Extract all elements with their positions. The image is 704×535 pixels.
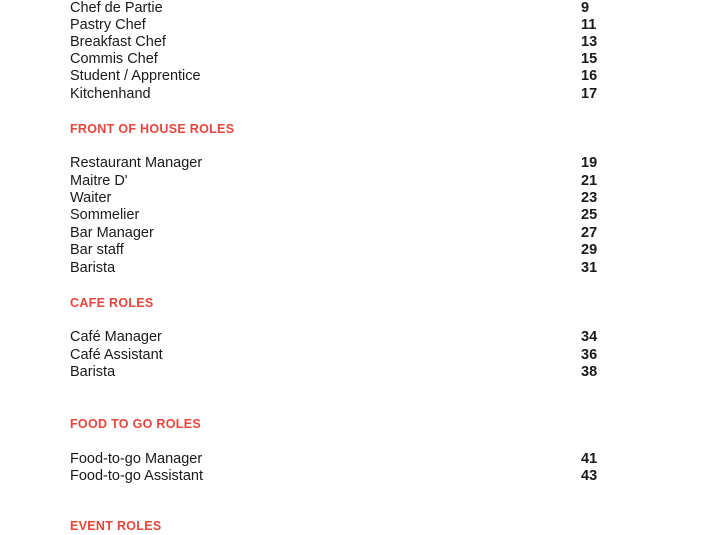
toc-row[interactable] <box>70 207 600 224</box>
toc-row[interactable] <box>70 34 600 51</box>
toc-row-label: Waiter <box>70 190 112 206</box>
toc-row[interactable] <box>70 155 600 172</box>
toc-row-label: Chef de Partie <box>70 0 163 16</box>
section-heading-food-to-go: FOOD TO GO ROLES <box>70 417 201 431</box>
toc-row-label: Café Assistant <box>70 347 163 363</box>
section-heading-cafe: CAFE ROLES <box>70 296 154 310</box>
toc-row-page: 15 <box>581 51 598 67</box>
toc-row-label: Café Manager <box>70 329 162 345</box>
toc-row-page: 41 <box>581 451 598 467</box>
toc-row-page: 19 <box>581 155 598 171</box>
toc-row-page: 27 <box>581 225 598 241</box>
toc-row-page: 9 <box>581 0 590 16</box>
toc-row-page: 38 <box>581 364 598 380</box>
toc-row-label: Student / Apprentice <box>70 68 201 84</box>
toc-row-label: Breakfast Chef <box>70 34 166 50</box>
toc-row[interactable] <box>70 68 600 85</box>
toc-row-label: Restaurant Manager <box>70 155 203 171</box>
toc-row-label: Kitchenhand <box>70 86 151 102</box>
section-heading-event: EVENT ROLES <box>70 519 162 533</box>
toc-row-page: 34 <box>581 329 598 345</box>
toc-row[interactable] <box>70 190 600 207</box>
toc-row-label: Sommelier <box>70 207 140 223</box>
toc-row-label: Pastry Chef <box>70 17 146 33</box>
toc-row-label: Food-to-go Assistant <box>70 468 203 484</box>
toc-row-page: 36 <box>581 347 598 363</box>
toc-row-page: 13 <box>581 34 598 50</box>
toc-row-label: Maitre D' <box>70 173 128 189</box>
toc-row-label: Bar staff <box>70 242 124 258</box>
toc-row[interactable] <box>70 242 600 259</box>
toc-row-page: 43 <box>581 468 598 484</box>
toc-row[interactable] <box>70 364 600 381</box>
section-heading-front-of-house: FRONT OF HOUSE ROLES <box>70 122 235 136</box>
toc-row-page: 31 <box>581 260 598 276</box>
toc-row-label: Food-to-go Manager <box>70 451 203 467</box>
toc-row[interactable] <box>70 260 600 277</box>
toc-row-label: Bar Manager <box>70 225 154 241</box>
toc-row[interactable] <box>70 173 600 190</box>
toc-row-page: 21 <box>581 173 598 189</box>
toc-row-page: 16 <box>581 68 598 84</box>
toc-row[interactable] <box>70 225 600 242</box>
toc-row-page: 23 <box>581 190 598 206</box>
toc-row[interactable] <box>70 0 600 17</box>
toc-row-label: Barista <box>70 364 116 380</box>
toc-row[interactable] <box>70 451 600 468</box>
toc-row[interactable] <box>70 17 600 34</box>
toc-row[interactable] <box>70 347 600 364</box>
toc-row-label: Barista <box>70 260 116 276</box>
toc-row-label: Commis Chef <box>70 51 158 67</box>
toc-row[interactable] <box>70 86 600 103</box>
toc-row[interactable] <box>70 51 600 68</box>
toc-row[interactable] <box>70 329 600 346</box>
toc-row-page: 25 <box>581 207 598 223</box>
toc-row-page: 11 <box>581 17 597 33</box>
toc-row-page: 29 <box>581 242 598 258</box>
toc-row-page: 17 <box>581 86 598 102</box>
toc-row[interactable] <box>70 468 600 485</box>
